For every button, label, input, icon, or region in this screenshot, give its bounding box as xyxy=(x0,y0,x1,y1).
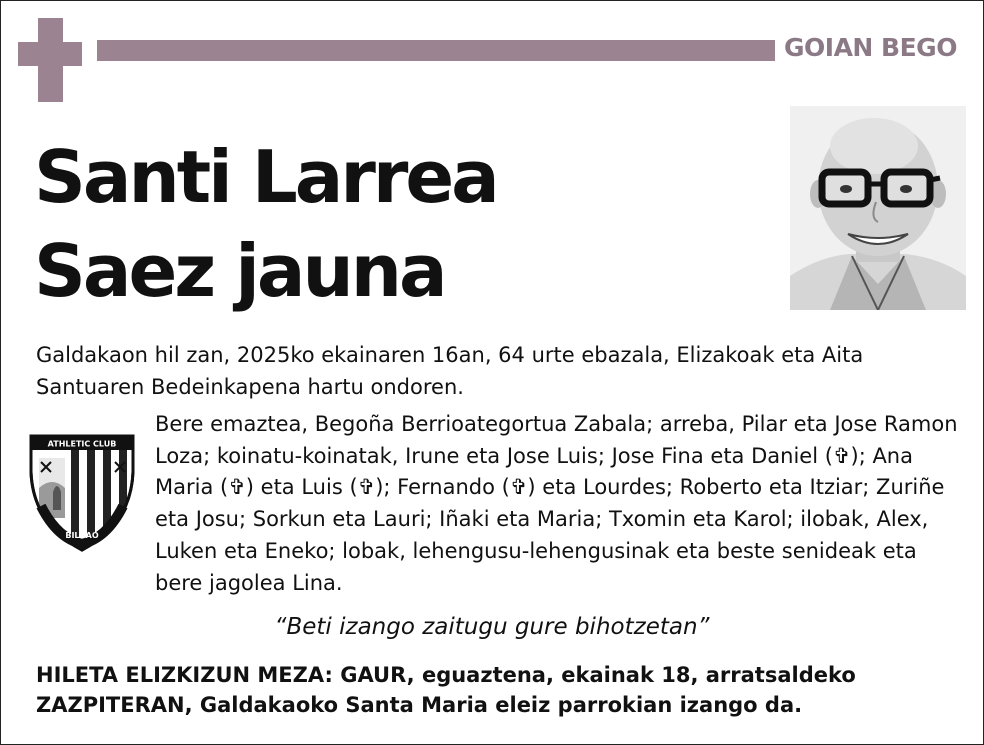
memorial-quote: “Beti izango zaitugu gure bihotzetan” xyxy=(274,614,710,640)
name-line-1: Santi Larrea xyxy=(34,135,497,219)
portrait-photo xyxy=(790,106,966,310)
athletic-club-crest-icon xyxy=(27,432,137,552)
death-announcement: Galdakaon hil zan, 2025ko ekainaren 16an, 64 urte ebazala, Elizakoak eta Aita Santuaren Bedeinkapena hartu ondoren. xyxy=(36,343,864,399)
funeral-details: HILETA ELIZKIZUN MEZA: GAUR, eguaztena, ekainak 18, arratsaldeko ZAZPITERAN, Galdakaoko Santa Maria eleiz parrokian izango da. xyxy=(36,663,856,717)
crest-text-bottom: BILBAO xyxy=(65,531,99,540)
header-rule xyxy=(97,40,775,61)
deceased-name xyxy=(34,130,497,318)
header-label: GOIAN BEGO xyxy=(784,33,957,62)
crest-text-top: ATHLETIC CLUB xyxy=(47,439,117,449)
family-list: Bere emaztea, Begoña Berrioategortua Zabala; arreba, Pilar eta Jose Ramon Loza; koinatu-koinatak, Irune eta Jose Luis; Jose Fina eta Daniel (✞); Ana Maria (✞) eta Luis (✞); Fernando (✞) eta Lourdes; Roberto eta Itziar; Zuriñe eta Josu; Sorkun eta Lauri; Iñaki eta Maria; Txomin eta Karol; ilobak, Alex, Luken eta Eneko; lobak, lehengusu-lehengusinak eta beste senideak eta bere jagolea Lina. xyxy=(155,412,958,595)
name-line-2: Saez jauna xyxy=(34,229,445,313)
cross-icon-bar xyxy=(18,42,82,66)
